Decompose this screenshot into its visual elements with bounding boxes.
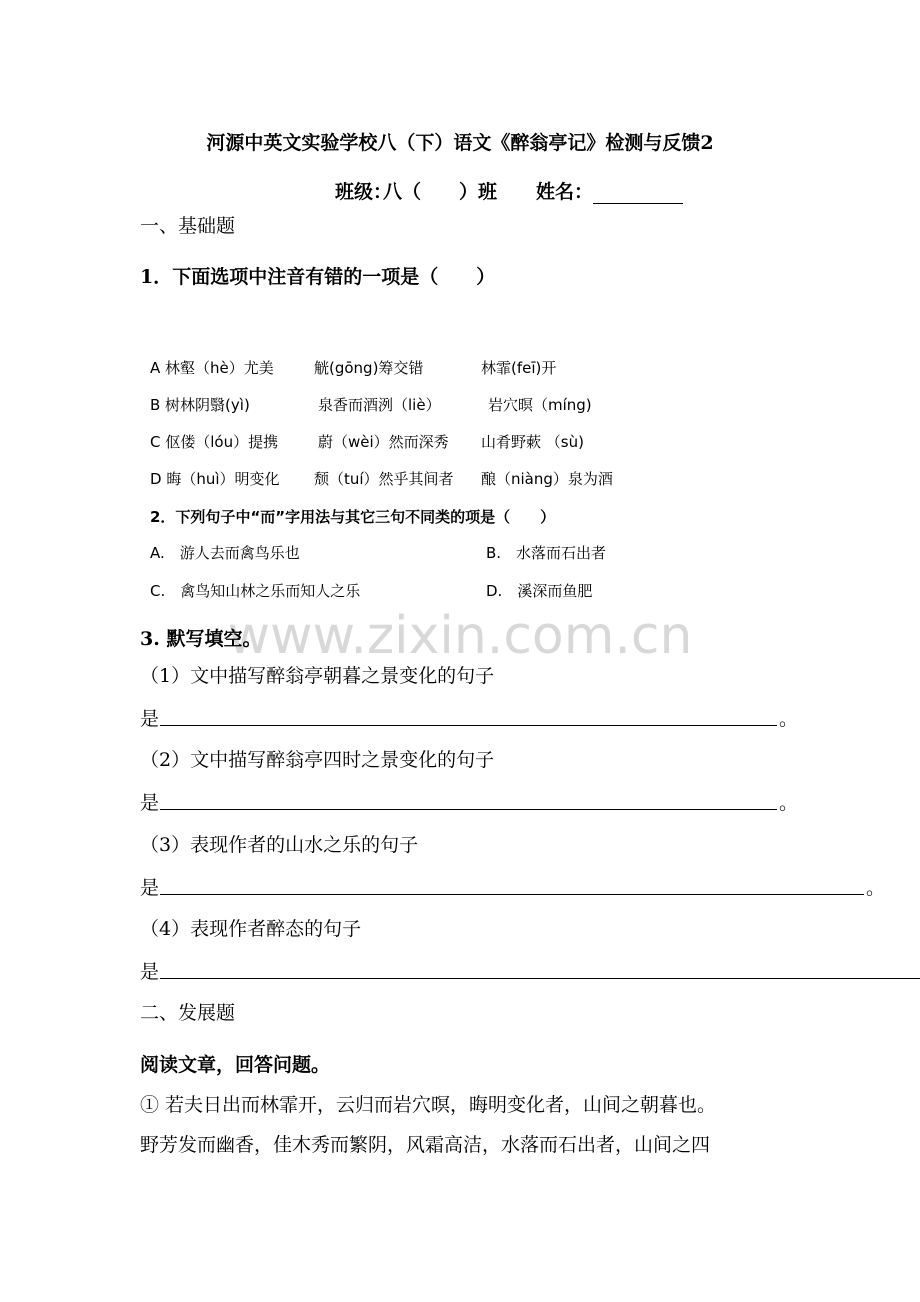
q2-option-a: A. 游人去而禽鸟乐也	[150, 544, 300, 562]
q3-item-3-answer-line[interactable]	[160, 894, 864, 895]
q1-option-b-3: 岩穴暝（míng)	[488, 396, 592, 414]
q3-item-2-prefix: 是	[140, 792, 160, 814]
q1-option-c-3: 山肴野蔌 （sù)	[481, 433, 584, 451]
q2-option-b: B. 水落而石出者	[486, 544, 607, 562]
q3-item-2-end: 。	[779, 792, 799, 814]
q1-stem: 1．下面选项中注音有错的一项是（ ）	[140, 266, 496, 288]
class-value: 八（ ）班	[383, 181, 498, 203]
page-title: 河源中英文实验学校八（下）语文《醉翁亭记》检测与反馈2	[206, 132, 714, 154]
reading-heading: 阅读文章，回答问题。	[140, 1054, 331, 1076]
watermark: www.zixin.com.cn	[227, 606, 693, 666]
q3-item-4: （4）表现作者醉态的句子	[140, 918, 362, 940]
reading-line-1: ① 若夫日出而林霏开，云归而岩穴暝，晦明变化者，山间之朝暮也。	[140, 1094, 717, 1116]
q1-option-a-3: 林霏(feī)开	[481, 359, 557, 377]
q3-item-3-prefix: 是	[140, 877, 160, 899]
q3-item-4-answer-line[interactable]	[160, 978, 920, 979]
q3-item-1-prefix: 是	[140, 708, 160, 730]
q3-item-2-answer-line[interactable]	[160, 809, 777, 810]
q1-option-a-1: A 林壑（hè）尤美	[150, 359, 274, 377]
class-label: 班级：	[335, 181, 393, 203]
q1-option-b-1: B 树林阴翳(yì)	[150, 396, 250, 414]
section1-heading: 一、基础题	[140, 215, 236, 237]
q3-item-1-answer-line[interactable]	[160, 725, 777, 726]
q3-item-2: （2）文中描写醉翁亭四时之景变化的句子	[140, 749, 495, 771]
q1-option-d-2: 颓（tuí）然乎其间者	[314, 470, 454, 488]
q2-stem: 2．下列句子中“而”字用法与其它三句不同类的项是（ ）	[150, 508, 556, 526]
q3-item-1: （1）文中描写醉翁亭朝暮之景变化的句子	[140, 665, 495, 687]
q3-stem: 3. 默写填空。	[140, 628, 262, 650]
q3-item-3: （3）表现作者的山水之乐的句子	[140, 834, 419, 856]
q1-option-c-2: 蔚（wèi）然而深秀	[318, 433, 449, 451]
q3-item-4-prefix: 是	[140, 961, 160, 983]
q1-option-a-2: 觥(gōng)筹交错	[314, 359, 424, 377]
q1-option-d-3: 酿（niàng）泉为酒	[481, 470, 613, 488]
q3-item-3-end: 。	[866, 877, 886, 899]
name-label-text: 姓名：	[536, 181, 594, 203]
q2-option-c: C. 禽鸟知山林之乐而知人之乐	[150, 582, 361, 600]
q1-option-c-1: C 伛偻（lóu）提携	[150, 433, 279, 451]
section2-heading: 二、发展题	[140, 1002, 236, 1024]
reading-line-2: 野芳发而幽香，佳木秀而繁阴，风霜高洁，水落而石出者，山间之四	[140, 1134, 711, 1156]
q1-option-b-2: 泉香而酒洌（liè）	[318, 396, 441, 414]
name-blank[interactable]	[593, 183, 683, 204]
q3-item-1-end: 。	[779, 708, 799, 730]
q2-option-d: D. 溪深而鱼肥	[486, 582, 593, 600]
q1-option-d-1: D 晦（huì）明变化	[150, 470, 280, 488]
name-label	[536, 177, 683, 204]
